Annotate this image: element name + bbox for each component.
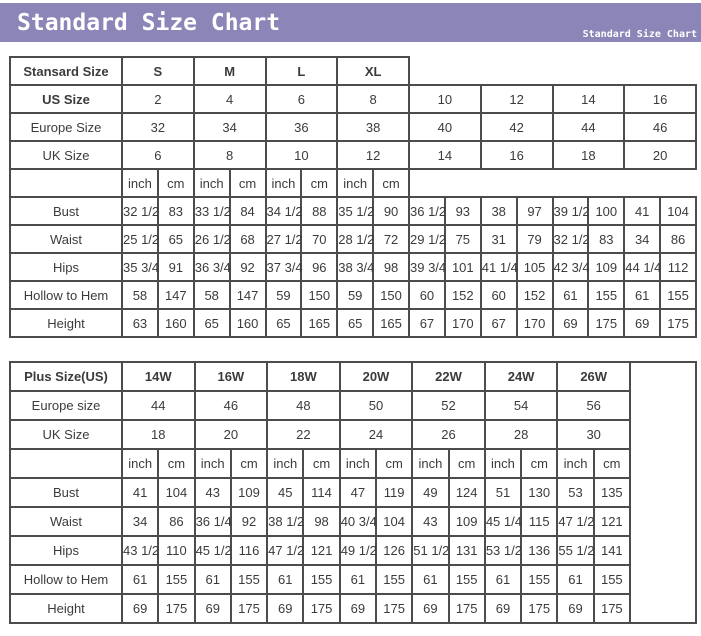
measurement-value-cell: 43: [195, 478, 231, 507]
measurement-value-cell: 69: [412, 594, 448, 623]
measurement-value-cell: 92: [230, 253, 266, 281]
measurement-value-cell: 61: [340, 565, 376, 594]
measurement-value-cell: 65: [194, 309, 230, 337]
measurement-value-cell: 155: [303, 565, 339, 594]
size-value-cell: 30: [557, 420, 630, 449]
measurement-value-cell: 69: [553, 309, 589, 337]
measurement-value-cell: 98: [373, 253, 409, 281]
measurement-value-cell: 34: [122, 507, 158, 536]
measurement-value-cell: 29 1/2: [409, 225, 445, 253]
measurement-value-cell: 44 1/4: [624, 253, 660, 281]
measurement-value-cell: 43 1/2: [122, 536, 158, 565]
size-value-cell: 18: [122, 420, 195, 449]
measurement-value-cell: 175: [449, 594, 485, 623]
measurement-value-cell: 37 3/4: [266, 253, 302, 281]
table-row: [10, 197, 696, 225]
unit-header: inch: [266, 169, 302, 197]
measurement-value-cell: 160: [158, 309, 194, 337]
measurement-value-cell: 59: [266, 281, 302, 309]
size-group-header: M: [194, 57, 266, 85]
measurement-value-cell: 88: [301, 197, 337, 225]
size-value-cell: 34: [194, 113, 266, 141]
row-label: Hollow to Hem: [10, 281, 122, 309]
header-subtitle: Standard Size Chart: [582, 29, 697, 40]
size-group-header: S: [122, 57, 194, 85]
measurement-value-cell: 61: [195, 565, 231, 594]
unit-header: inch: [195, 449, 231, 478]
row-label: Waist: [10, 225, 122, 253]
size-value-cell: 14: [409, 141, 481, 169]
unit-header: inch: [557, 449, 593, 478]
header-bar: [0, 3, 701, 42]
measurement-value-cell: 109: [588, 253, 624, 281]
row-label: Bust: [10, 478, 122, 507]
size-value-cell: 2: [122, 85, 194, 113]
units-row: [10, 449, 696, 478]
measurement-value-cell: 96: [301, 253, 337, 281]
row-label: Europe Size: [10, 113, 122, 141]
standard-size-table: [9, 56, 697, 338]
table-row: [10, 594, 696, 623]
measurement-value-cell: 115: [521, 507, 557, 536]
measurement-value-cell: 61: [485, 565, 521, 594]
unit-header: inch: [485, 449, 521, 478]
measurement-value-cell: 32 1/2: [122, 197, 158, 225]
measurement-value-cell: 36 3/4: [194, 253, 230, 281]
measurement-value-cell: 65: [158, 225, 194, 253]
measurement-value-cell: 83: [158, 197, 194, 225]
row-label: Hollow to Hem: [10, 565, 122, 594]
measurement-value-cell: 45 1/4: [485, 507, 521, 536]
measurement-value-cell: 36 1/2: [409, 197, 445, 225]
measurement-value-cell: 150: [301, 281, 337, 309]
size-group-header: 20W: [340, 362, 413, 391]
table-row: [10, 113, 696, 141]
row-label: Height: [10, 309, 122, 337]
size-value-cell: 46: [195, 391, 268, 420]
size-value-cell: 32: [122, 113, 194, 141]
size-value-cell: 42: [481, 113, 553, 141]
measurement-value-cell: 86: [660, 225, 696, 253]
measurement-value-cell: 136: [521, 536, 557, 565]
measurement-value-cell: 155: [588, 281, 624, 309]
measurement-value-cell: 147: [158, 281, 194, 309]
measurement-value-cell: 69: [485, 594, 521, 623]
measurement-value-cell: 32 1/2: [553, 225, 589, 253]
unit-header: inch: [412, 449, 448, 478]
measurement-value-cell: 35 1/2: [337, 197, 373, 225]
unit-header: cm: [376, 449, 412, 478]
measurement-value-cell: 110: [158, 536, 194, 565]
table-row: [10, 253, 696, 281]
measurement-value-cell: 47 1/2: [557, 507, 593, 536]
unit-header: inch: [340, 449, 376, 478]
measurement-value-cell: 38: [481, 197, 517, 225]
measurement-value-cell: 155: [521, 565, 557, 594]
measurement-value-cell: 165: [301, 309, 337, 337]
measurement-value-cell: 170: [445, 309, 481, 337]
size-value-cell: 8: [337, 85, 409, 113]
size-group-header: XL: [337, 57, 409, 85]
measurement-value-cell: 27 1/2: [266, 225, 302, 253]
measurement-value-cell: 38 3/4: [337, 253, 373, 281]
measurement-value-cell: 69: [122, 594, 158, 623]
empty-column: [630, 362, 696, 623]
measurement-value-cell: 45 1/2: [195, 536, 231, 565]
measurement-value-cell: 175: [594, 594, 630, 623]
measurement-value-cell: 100: [588, 197, 624, 225]
measurement-value-cell: 109: [231, 478, 267, 507]
measurement-value-cell: 42 3/4: [553, 253, 589, 281]
measurement-value-cell: 61: [122, 565, 158, 594]
measurement-value-cell: 67: [481, 309, 517, 337]
size-group-header: 26W: [557, 362, 630, 391]
measurement-value-cell: 175: [231, 594, 267, 623]
size-value-cell: 54: [485, 391, 558, 420]
corner-label: Plus Size(US): [10, 362, 122, 391]
row-label: [10, 449, 122, 478]
unit-header: cm: [158, 449, 194, 478]
size-value-cell: 6: [266, 85, 338, 113]
measurement-value-cell: 83: [588, 225, 624, 253]
unit-header: cm: [449, 449, 485, 478]
measurement-value-cell: 155: [449, 565, 485, 594]
size-value-cell: 20: [195, 420, 268, 449]
measurement-value-cell: 35 3/4: [122, 253, 158, 281]
measurement-value-cell: 152: [517, 281, 553, 309]
measurement-value-cell: 165: [373, 309, 409, 337]
measurement-value-cell: 38 1/2: [267, 507, 303, 536]
measurement-value-cell: 60: [409, 281, 445, 309]
unit-header: inch: [337, 169, 373, 197]
measurement-value-cell: 45: [267, 478, 303, 507]
size-value-cell: 56: [557, 391, 630, 420]
size-value-cell: 50: [340, 391, 413, 420]
size-value-cell: 14: [553, 85, 625, 113]
row-label: UK Size: [10, 141, 122, 169]
units-row: [10, 169, 696, 197]
measurement-value-cell: 67: [409, 309, 445, 337]
measurement-value-cell: 175: [521, 594, 557, 623]
measurement-value-cell: 79: [517, 225, 553, 253]
page-title: Standard Size Chart: [17, 10, 281, 36]
measurement-value-cell: 69: [624, 309, 660, 337]
measurement-value-cell: 175: [660, 309, 696, 337]
table-row: [10, 478, 696, 507]
size-value-cell: 8: [194, 141, 266, 169]
measurement-value-cell: 160: [230, 309, 266, 337]
measurement-value-cell: 41: [624, 197, 660, 225]
size-header-row: [10, 57, 696, 85]
size-value-cell: 38: [337, 113, 409, 141]
measurement-value-cell: 75: [445, 225, 481, 253]
measurement-value-cell: 28 1/2: [337, 225, 373, 253]
measurement-value-cell: 69: [340, 594, 376, 623]
measurement-value-cell: 47: [340, 478, 376, 507]
size-value-cell: 20: [624, 141, 696, 169]
measurement-value-cell: 155: [376, 565, 412, 594]
measurement-value-cell: 175: [588, 309, 624, 337]
unit-header: cm: [301, 169, 337, 197]
measurement-value-cell: 39 3/4: [409, 253, 445, 281]
size-group-header: 14W: [122, 362, 195, 391]
measurement-value-cell: 58: [194, 281, 230, 309]
unit-header: cm: [303, 449, 339, 478]
measurement-value-cell: 175: [376, 594, 412, 623]
size-value-cell: 4: [194, 85, 266, 113]
size-value-cell: 22: [267, 420, 340, 449]
measurement-value-cell: 61: [267, 565, 303, 594]
measurement-value-cell: 150: [373, 281, 409, 309]
measurement-value-cell: 121: [303, 536, 339, 565]
table-row: [10, 309, 696, 337]
measurement-value-cell: 105: [517, 253, 553, 281]
measurement-value-cell: 72: [373, 225, 409, 253]
table-row: [10, 141, 696, 169]
measurement-value-cell: 49: [412, 478, 448, 507]
measurement-value-cell: 69: [557, 594, 593, 623]
measurement-value-cell: 25 1/2: [122, 225, 158, 253]
plus-size-table: [9, 361, 697, 624]
unit-header: inch: [122, 169, 158, 197]
size-value-cell: 46: [624, 113, 696, 141]
row-label: UK Size: [10, 420, 122, 449]
measurement-value-cell: 61: [553, 281, 589, 309]
unit-header: cm: [373, 169, 409, 197]
row-label: Waist: [10, 507, 122, 536]
measurement-value-cell: 70: [301, 225, 337, 253]
measurement-value-cell: 36 1/4: [195, 507, 231, 536]
size-group-header: 22W: [412, 362, 485, 391]
measurement-value-cell: 104: [158, 478, 194, 507]
measurement-value-cell: 61: [624, 281, 660, 309]
measurement-value-cell: 101: [445, 253, 481, 281]
measurement-value-cell: 130: [521, 478, 557, 507]
measurement-value-cell: 119: [376, 478, 412, 507]
measurement-value-cell: 26 1/2: [194, 225, 230, 253]
size-value-cell: 48: [267, 391, 340, 420]
measurement-value-cell: 41 1/4: [481, 253, 517, 281]
size-value-cell: 10: [409, 85, 481, 113]
row-label: US Size: [10, 85, 122, 113]
measurement-value-cell: 34 1/2: [266, 197, 302, 225]
measurement-value-cell: 41: [122, 478, 158, 507]
table-row: [10, 225, 696, 253]
size-value-cell: 28: [485, 420, 558, 449]
measurement-value-cell: 33 1/2: [194, 197, 230, 225]
table-row: [10, 507, 696, 536]
measurement-value-cell: 59: [337, 281, 373, 309]
measurement-value-cell: 175: [303, 594, 339, 623]
measurement-value-cell: 109: [449, 507, 485, 536]
unit-header: inch: [194, 169, 230, 197]
measurement-value-cell: 141: [594, 536, 630, 565]
measurement-value-cell: 51 1/2: [412, 536, 448, 565]
measurement-value-cell: 155: [158, 565, 194, 594]
measurement-value-cell: 69: [267, 594, 303, 623]
measurement-value-cell: 104: [376, 507, 412, 536]
measurement-value-cell: 55 1/2: [557, 536, 593, 565]
measurement-value-cell: 61: [412, 565, 448, 594]
measurement-value-cell: 61: [557, 565, 593, 594]
measurement-value-cell: 147: [230, 281, 266, 309]
measurement-value-cell: 65: [337, 309, 373, 337]
table-row: [10, 281, 696, 309]
unit-header: cm: [231, 449, 267, 478]
size-value-cell: 36: [266, 113, 338, 141]
row-label: Bust: [10, 197, 122, 225]
measurement-value-cell: 51: [485, 478, 521, 507]
measurement-value-cell: 155: [231, 565, 267, 594]
measurement-value-cell: 112: [660, 253, 696, 281]
size-header-row: [10, 362, 696, 391]
row-label: Hips: [10, 253, 122, 281]
measurement-value-cell: 63: [122, 309, 158, 337]
unit-header: cm: [230, 169, 266, 197]
unit-header: inch: [122, 449, 158, 478]
measurement-value-cell: 86: [158, 507, 194, 536]
unit-header: cm: [594, 449, 630, 478]
size-value-cell: 10: [266, 141, 338, 169]
measurement-value-cell: 69: [195, 594, 231, 623]
size-group-header: 24W: [485, 362, 558, 391]
measurement-value-cell: 91: [158, 253, 194, 281]
table-row: [10, 85, 696, 113]
size-value-cell: 44: [122, 391, 195, 420]
measurement-value-cell: 155: [660, 281, 696, 309]
table-row: [10, 420, 696, 449]
measurement-value-cell: 116: [231, 536, 267, 565]
measurement-value-cell: 152: [445, 281, 481, 309]
measurement-value-cell: 131: [449, 536, 485, 565]
measurement-value-cell: 155: [594, 565, 630, 594]
size-value-cell: 6: [122, 141, 194, 169]
measurement-value-cell: 93: [445, 197, 481, 225]
measurement-value-cell: 60: [481, 281, 517, 309]
size-value-cell: 12: [481, 85, 553, 113]
measurement-value-cell: 53 1/2: [485, 536, 521, 565]
size-value-cell: 40: [409, 113, 481, 141]
measurement-value-cell: 97: [517, 197, 553, 225]
row-label: Hips: [10, 536, 122, 565]
measurement-value-cell: 90: [373, 197, 409, 225]
measurement-value-cell: 135: [594, 478, 630, 507]
size-value-cell: 12: [337, 141, 409, 169]
measurement-value-cell: 98: [303, 507, 339, 536]
measurement-value-cell: 58: [122, 281, 158, 309]
size-group-header: 18W: [267, 362, 340, 391]
measurement-value-cell: 43: [412, 507, 448, 536]
measurement-value-cell: 84: [230, 197, 266, 225]
table-row: [10, 536, 696, 565]
measurement-value-cell: 49 1/2: [340, 536, 376, 565]
measurement-value-cell: 40 3/4: [340, 507, 376, 536]
size-value-cell: 16: [481, 141, 553, 169]
unit-header: inch: [267, 449, 303, 478]
row-label: [10, 169, 122, 197]
size-value-cell: 52: [412, 391, 485, 420]
row-label: Europe size: [10, 391, 122, 420]
measurement-value-cell: 53: [557, 478, 593, 507]
measurement-value-cell: 126: [376, 536, 412, 565]
measurement-value-cell: 68: [230, 225, 266, 253]
size-value-cell: 44: [553, 113, 625, 141]
size-group-header: L: [266, 57, 338, 85]
measurement-value-cell: 124: [449, 478, 485, 507]
measurement-value-cell: 47 1/2: [267, 536, 303, 565]
unit-header: cm: [158, 169, 194, 197]
measurement-value-cell: 114: [303, 478, 339, 507]
size-group-header: 16W: [195, 362, 268, 391]
size-value-cell: 16: [624, 85, 696, 113]
measurement-value-cell: 65: [266, 309, 302, 337]
size-value-cell: 26: [412, 420, 485, 449]
row-label: Height: [10, 594, 122, 623]
unit-header: cm: [521, 449, 557, 478]
measurement-value-cell: 121: [594, 507, 630, 536]
size-value-cell: 24: [340, 420, 413, 449]
measurement-value-cell: 31: [481, 225, 517, 253]
size-value-cell: 18: [553, 141, 625, 169]
measurement-value-cell: 92: [231, 507, 267, 536]
measurement-value-cell: 39 1/2: [553, 197, 589, 225]
table-row: [10, 391, 696, 420]
table-row: [10, 565, 696, 594]
measurement-value-cell: 104: [660, 197, 696, 225]
measurement-value-cell: 34: [624, 225, 660, 253]
measurement-value-cell: 170: [517, 309, 553, 337]
measurement-value-cell: 175: [158, 594, 194, 623]
corner-label: Stansard Size: [10, 57, 122, 85]
